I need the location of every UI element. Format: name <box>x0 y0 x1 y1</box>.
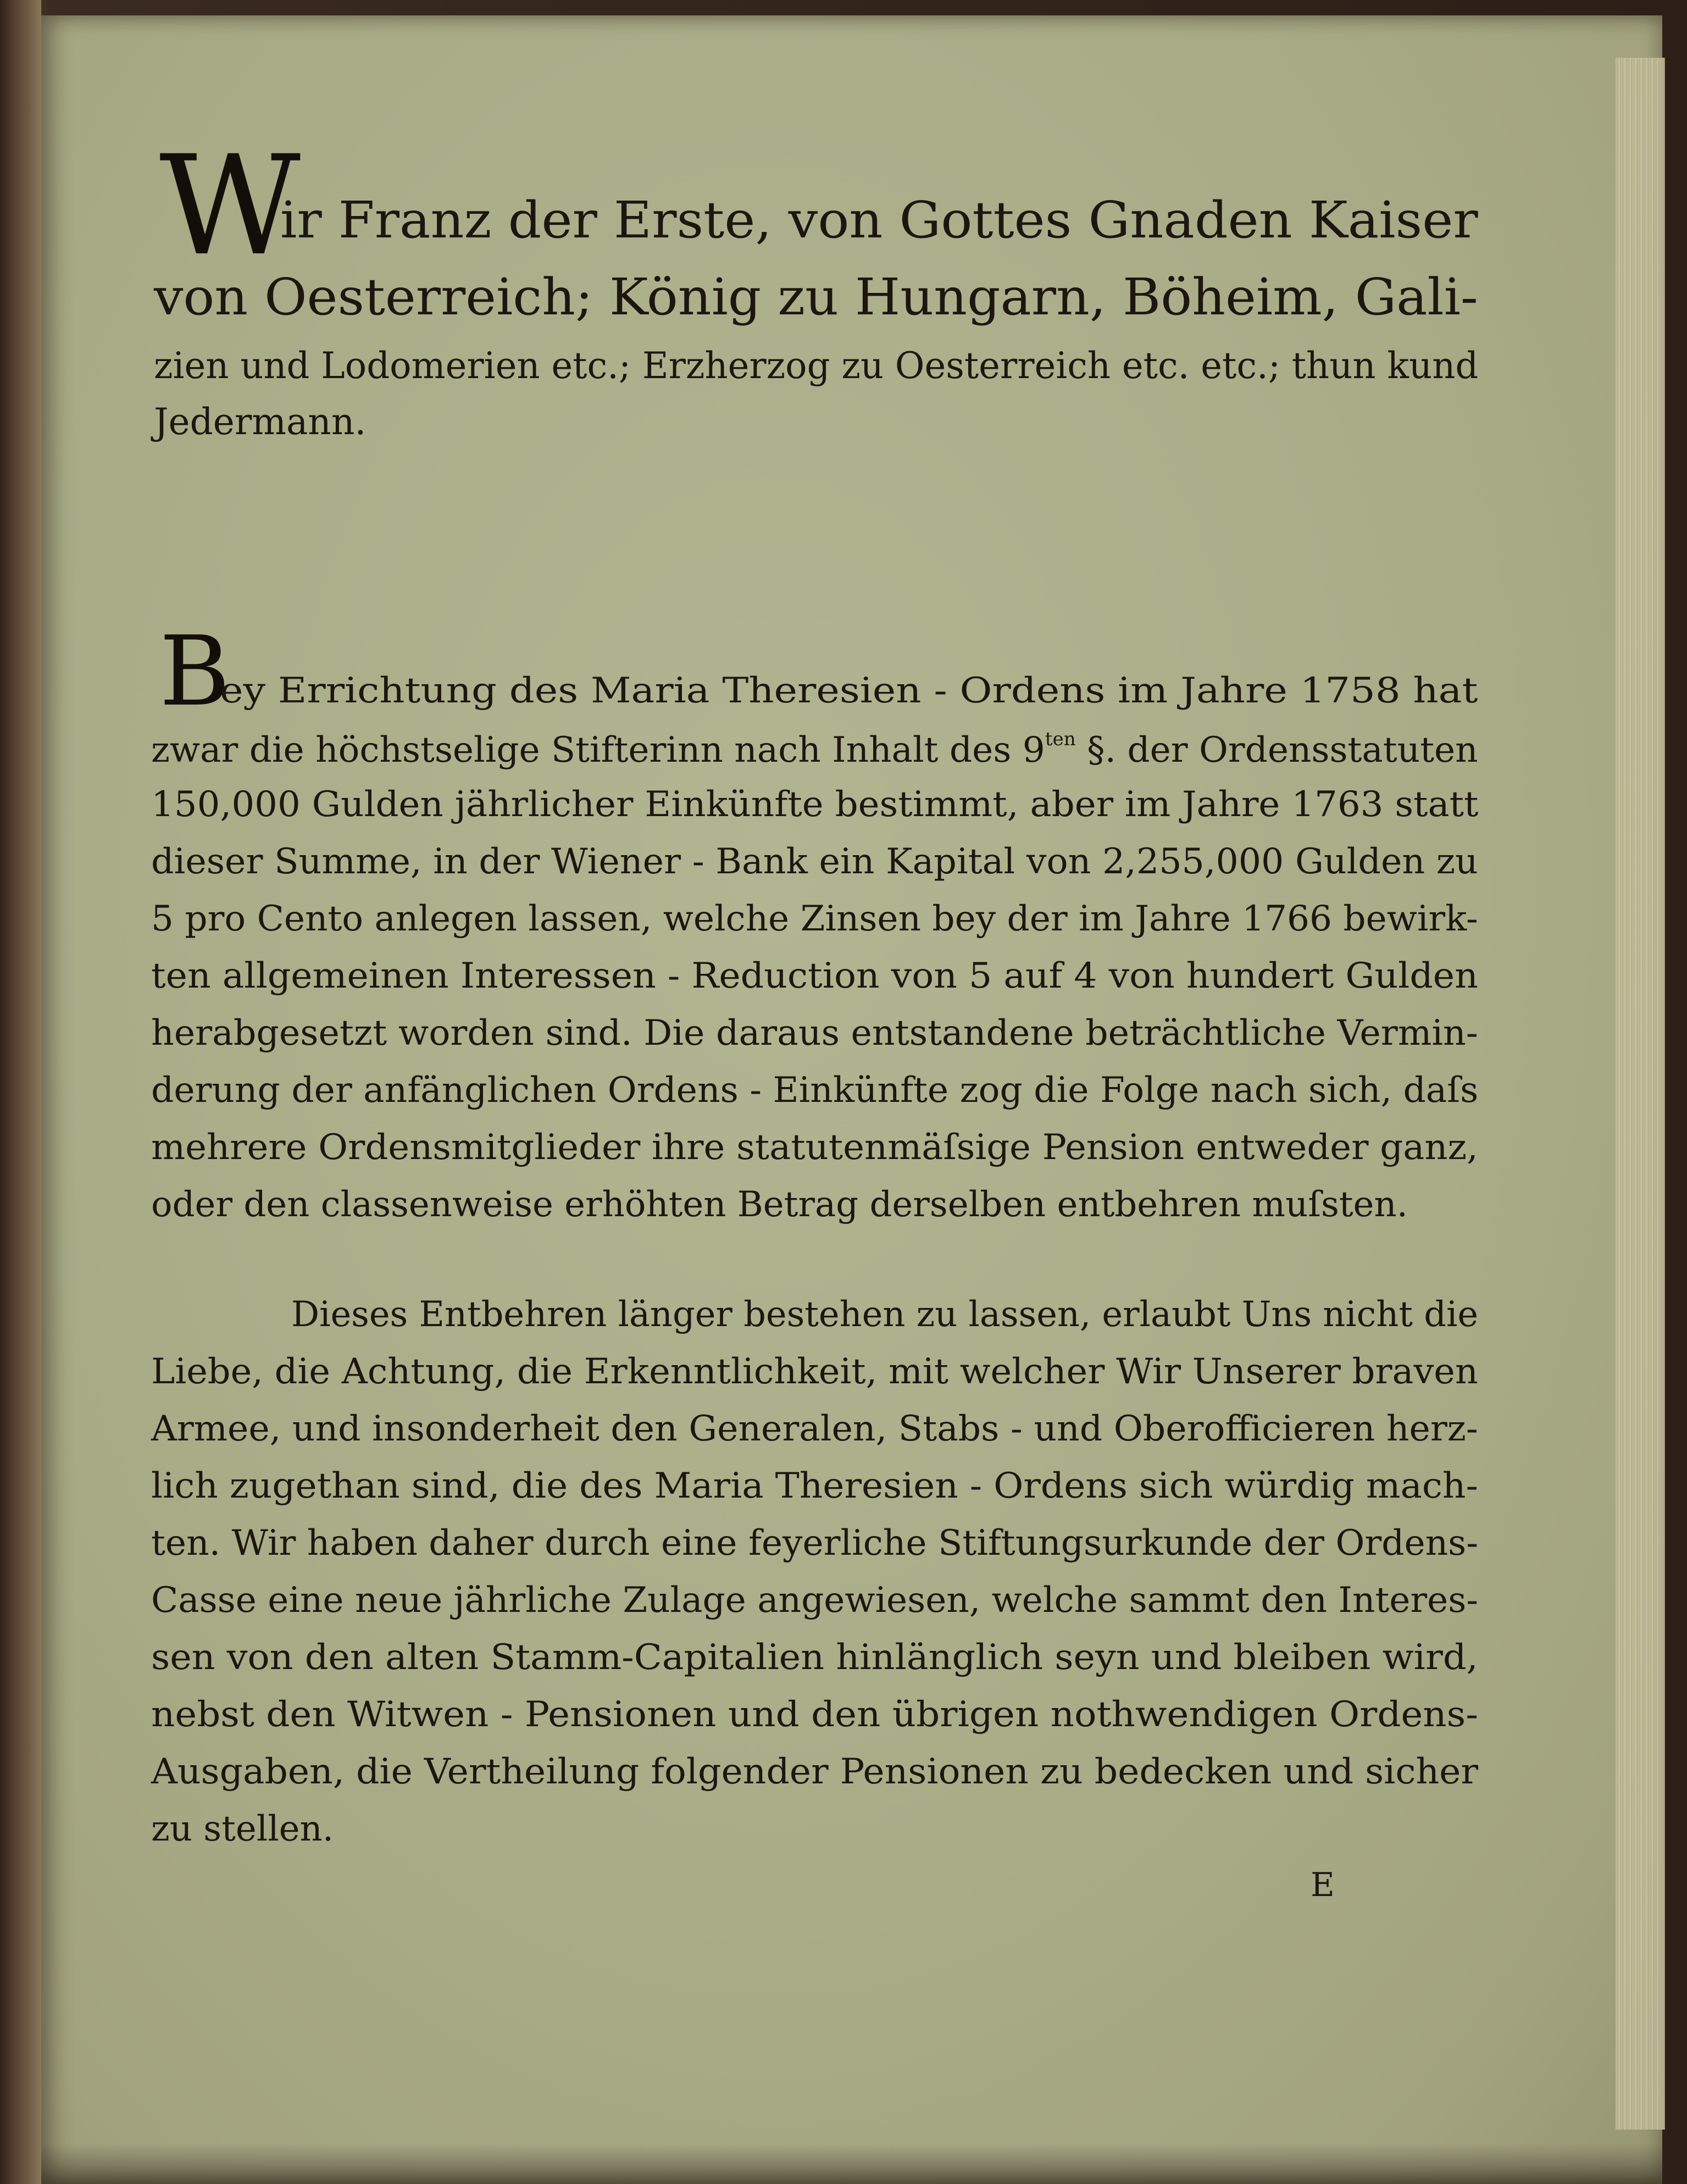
paragraph2-line-1: Dieses Entbehren länger bestehen zu lassen, erlaubt Uns nicht die <box>291 1294 1479 1335</box>
paragraph2-line-7: sen von den alten Stamm-Capitalien hinlänglich seyn und bleiben wird, <box>151 1637 1478 1678</box>
paragraph2-line-4: lich zugethan sind, die des Maria Theresien - Ordens sich würdig mach- <box>151 1466 1478 1506</box>
paragraph1-line-1: ey Errichtung des Maria Theresien - Ordens im Jahre 1758 hat <box>220 670 1478 711</box>
paragraph1-line-8: derung der anfänglichen Ordens - Einkünfte zog die Folge nach sich, daſs <box>151 1070 1479 1111</box>
heading-line-2: von Oesterreich; König zu Hungarn, Böheim, Gali- <box>154 268 1478 326</box>
paragraph2-line-9: Ausgaben, die Vertheilung folgender Pensionen zu bedecken und sicher <box>151 1751 1479 1792</box>
heading-drop-cap: W <box>159 126 301 286</box>
paragraph2-line-3: Armee, und insonderheit den Generalen, Stabs - und Oberofficieren herz- <box>151 1409 1478 1449</box>
paragraph1-line-2 <box>151 728 1478 771</box>
paragraph-drop-cap: B <box>159 616 230 728</box>
paragraph2-line-8: nebst den Witwen - Pensionen und den übrigen nothwendigen Ordens- <box>151 1694 1478 1735</box>
paragraph2-line-2: Liebe, die Achtung, die Erkenntlichkeit, mit welcher Wir Unserer braven <box>151 1351 1478 1392</box>
catchword: E <box>1311 1866 1335 1904</box>
paragraph1-line-6: ten allgemeinen Interessen - Reduction von 5 auf 4 von hundert Gulden <box>151 956 1478 996</box>
paragraph1-line-7: herabgesetzt worden sind. Die daraus entstandene beträchtliche Vermin- <box>151 1013 1478 1054</box>
paragraph1-line-5: 5 pro Cento anlegen lassen, welche Zinsen bey der im Jahre 1766 bewirk- <box>151 899 1478 939</box>
paragraph2-line-5: ten. Wir haben daher durch eine feyerliche Stiftungsurkunde der Ordens- <box>151 1523 1479 1564</box>
paragraph2-line-6: Casse eine neue jährliche Zulage angewiesen, welche sammt den Interes- <box>151 1580 1479 1621</box>
page-bottom-shadow <box>41 2143 1662 2184</box>
heading-line-1: ir Franz der Erste, von Gottes Gnaden Kaiser <box>280 191 1478 250</box>
page-stack-edge <box>1616 58 1665 2130</box>
paragraph1-line-4: dieser Summe, in der Wiener - Bank ein Kapital von 2,255,000 Gulden zu <box>151 841 1478 882</box>
paragraph1-line-9: mehrere Ordensmitglieder ihre statutenmäſsige Pension entweder ganz, <box>151 1127 1478 1168</box>
paragraph2-line-10: zu stellen. <box>151 1809 334 1849</box>
paragraph1-line-10: oder den classenweise erhöhten Betrag derselben entbehren muſsten. <box>151 1184 1408 1225</box>
paragraph1-line-2-text-b: §. der Ordensstatuten <box>1075 730 1478 771</box>
paragraph1-line-3: 150,000 Gulden jährlicher Einkünfte bestimmt, aber im Jahre 1763 statt <box>151 784 1479 825</box>
paragraph1-line-2-text: zwar die höchstselige Stifterinn nach Inhalt des 9 <box>151 730 1045 771</box>
heading-line-4: Jedermann. <box>154 401 367 443</box>
book-binding-edge <box>0 0 41 2184</box>
heading-line-3: zien und Lodomerien etc.; Erzherzog zu Oesterreich etc. etc.; thun kund <box>154 345 1479 387</box>
superscript-ten: ten <box>1045 728 1076 750</box>
